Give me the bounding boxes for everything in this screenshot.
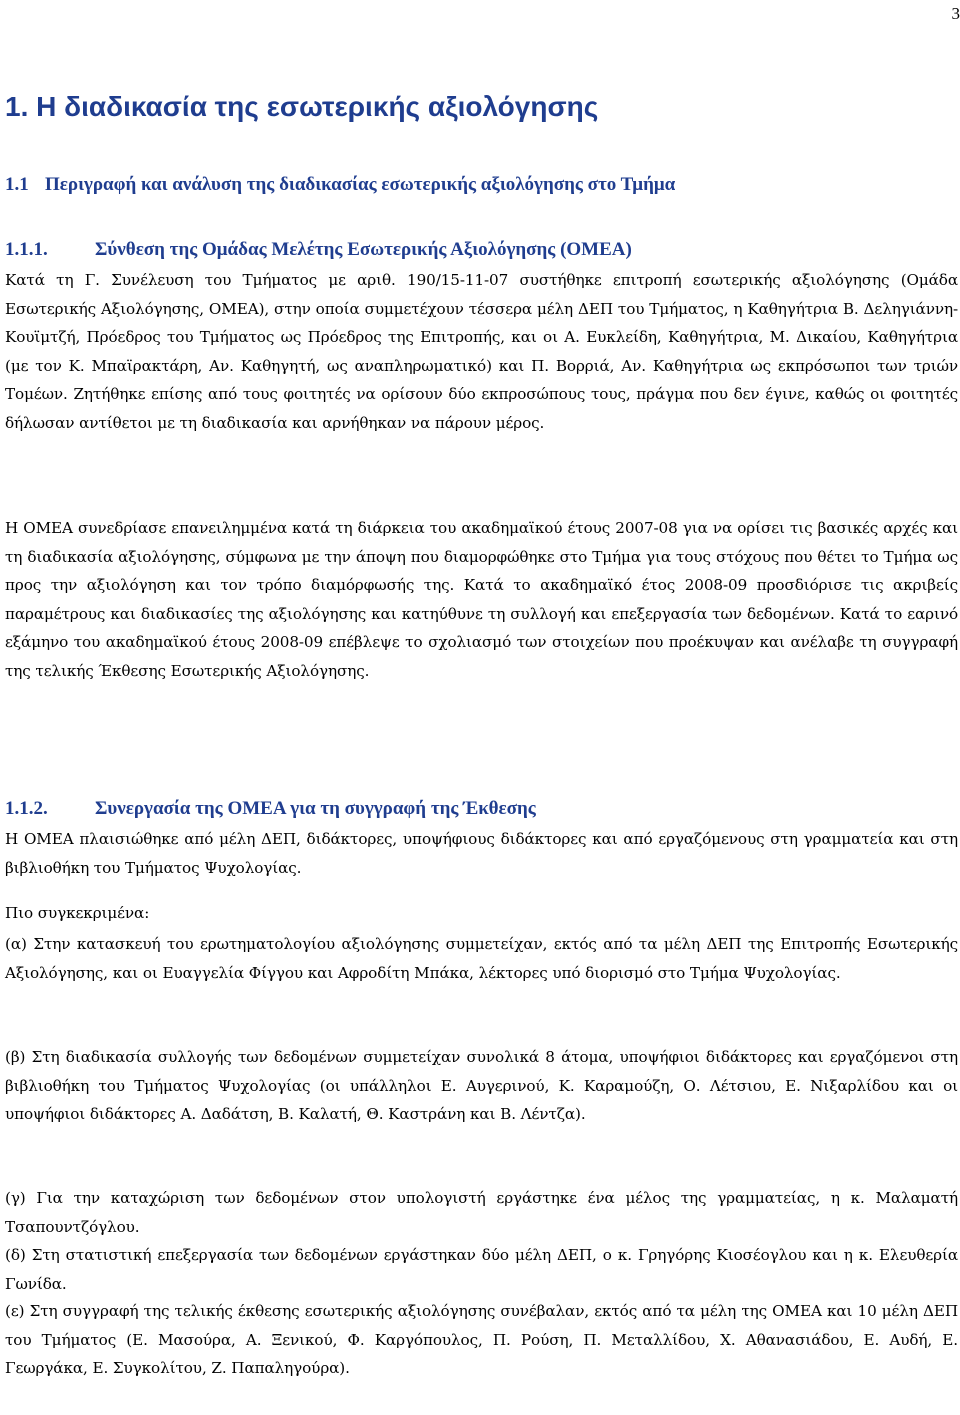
subsection-title: Σύνθεση της Ομάδας Μελέτης Εσωτερικής Αξιολόγησης (ΟΜΕΑ) bbox=[95, 239, 632, 260]
list-item-e: (ε) Στη συγγραφή της τελικής έκθεσης εσωτερικής αξιολόγησης συνέβαλαν, εκτός από τα μέλη της ΟΜΕΑ και 10 μέλη ΔΕΠ του Τμήματος (Ε. Μασούρα, Α. Ξενικού, Φ. Καργόπουλος, Π. Ρούση, Π. Μεταλλίδου, Χ. Αθανασιάδου, Ε. Αυδή, Ε. Γεωργάκα, Ε. Συγκολίτου, Ζ. Παπαληγούρα). bbox=[5, 1302, 958, 1378]
paragraph-intro: Πιο συγκεκριμένα: bbox=[5, 904, 150, 922]
section-title: Περιγραφή και ανάλυση της διαδικασίας εσωτερικής αξιολόγησης στο Τμήμα bbox=[45, 174, 676, 195]
section-number: 1.1 bbox=[5, 174, 29, 195]
section-heading bbox=[5, 174, 675, 196]
subsection-heading-1 bbox=[5, 239, 632, 261]
paragraph-committee-work: Η ΟΜΕΑ συνεδρίασε επανειλημμένα κατά τη διάρκεια του ακαδημαϊκού έτους 2007-08 για να ορίσει τις βασικές αρχές και τη διαδικασία αξιολόγησης, σύμφωνα με την άποψη που διαμορφώθηκε στο Τμήμα για τους στόχους που θέτει το Τμήμα ως προς την αξιολόγηση και τον τρόπο διαμόρφωσής της. Κατά το ακαδημαϊκό έτος 2008-09 προσδιόρισε τις ακριβείς παραμέτρους και διαδικασίες της αξιολόγησης και κατηύθυνε τη συλλογή και επεξεργασία των δεδομένων. Κατά το εαρινό εξάμηνο του ακαδημαϊκού έτους 2008-09 επέβλεψε το σχολιασμό των στοιχείων που προέκυψαν και ανέλαβε τη συγγραφή της τελικής Έκθεσης Εσωτερικής Αξιολόγησης. bbox=[5, 519, 958, 680]
subsection-heading-2 bbox=[5, 798, 536, 820]
subsection-number: 1.1.2. bbox=[5, 798, 48, 819]
list-item-b: (β) Στη διαδικασία συλλογής των δεδομένων συμμετείχαν συνολικά 8 άτομα, υποψήφιοι διδάκτορες και εργαζόμενοι στη βιβλιοθήκη του Τμήματος Ψυχολογίας (οι υπάλληλοι Ε. Αυγερινού, Κ. Καραμούζη, Ο. Λέτσιου, Ε. Νιξαρλίδου και οι υποψήφιοι διδάκτορες Α. Δαδάτση, Β. Καλατή, Θ. Καστράνη και Β. Λέντζα). bbox=[5, 1048, 958, 1124]
page-number: 3 bbox=[951, 4, 960, 23]
chapter-heading: 1. Η διαδικασία της εσωτερικής αξιολόγησης bbox=[5, 91, 599, 122]
subsection-number: 1.1.1. bbox=[5, 239, 48, 260]
list-item-a: (α) Στην κατασκευή του ερωτηματολογίου αξιολόγησης συμμετείχαν, εκτός από τα μέλη ΔΕΠ της Επιτροπής Εσωτερικής Αξιολόγησης, και οι Ευαγγελία Φίγγου και Αφροδίτη Μπάκα, λέκτορες υπό διορισμό στο Τμήμα Ψυχολογίας. bbox=[5, 935, 958, 982]
subsection-title: Συνεργασία της ΟΜΕΑ για τη συγγραφή της Έκθεσης bbox=[95, 798, 536, 819]
paragraph-collaboration: Η ΟΜΕΑ πλαισιώθηκε από μέλη ΔΕΠ, διδάκτορες, υποψήφιους διδάκτορες και από εργαζόμενους στη γραμματεία και στη βιβλιοθήκη του Τμήματος Ψυχολογίας. bbox=[5, 830, 958, 877]
paragraph-committee-formation: Κατά τη Γ. Συνέλευση του Τμήματος με αριθ. 190/15-11-07 συστήθηκε επιτροπή εσωτερικής αξιολόγησης (Ομάδα Εσωτερικής Αξιολόγησης, ΟΜΕΑ), στην οποία συμμετέχουν τέσσερα μέλη ΔΕΠ του Τμήματος, η Καθηγήτρια Β. Δεληγιάννη-Κουϊμτζή, Πρόεδρος του Τμήματος ως Πρόεδρος της Επιτροπής, και οι Α. Ευκλείδη, Καθηγήτρια, Μ. Δικαίου, Καθηγήτρια (με τον Κ. Μπαϊρακτάρη, Αν. Καθηγητή, ως αναπληρωματικό) και Π. Βορριά, Αν. Καθηγήτρια ως εκπρόσωποι των τριών Τομέων. Ζητήθηκε επίσης από τους φοιτητές να ορίσουν δύο εκπροσώπους τους, πράγμα που δεν έγινε, καθώς οι φοιτητές δήλωσαν αντίθετοι με τη διαδικασία και αρνήθηκαν να πάρουν μέρος. bbox=[5, 271, 958, 432]
list-item-d: (δ) Στη στατιστική επεξεργασία των δεδομένων εργάστηκαν δύο μέλη ΔΕΠ, ο κ. Γρηγόρης Κιοσέογλου και η κ. Ελευθερία Γωνίδα. bbox=[5, 1246, 958, 1293]
list-item-c: (γ) Για την καταχώριση των δεδομένων στον υπολογιστή εργάστηκε ένα μέλος της γραμματείας, η κ. Μαλαματή Τσαπουντζόγλου. bbox=[5, 1189, 958, 1236]
